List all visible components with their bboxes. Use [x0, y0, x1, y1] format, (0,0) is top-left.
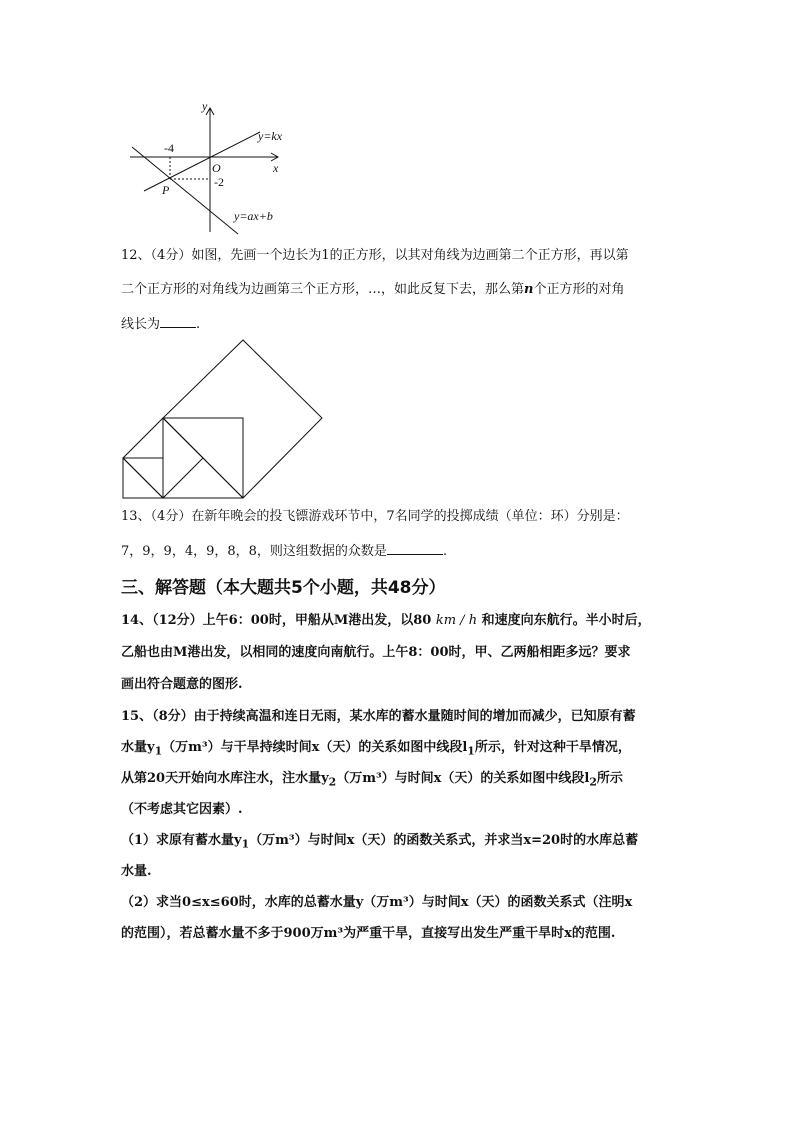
q15-part2-line-1: （2）求当0≤x≤60时，水库的总蓄水量y（万m³）与时间x（天）的函数关系式（注明x: [121, 895, 633, 910]
coordinate-figure: [120, 100, 300, 240]
q15-line-4: （不考虑其它因素）.: [121, 802, 243, 817]
section-heading: 三、解答题（本大题共5个小题，共48分）: [121, 578, 446, 598]
answer-blank: [160, 313, 196, 328]
x-axis-label: x: [273, 161, 279, 175]
answer-blank: [387, 540, 443, 555]
q13-line-2: 7，9，9，4，9，8，8，则这组数据的众数是 .: [121, 540, 681, 561]
line-kx-label: y=kx: [258, 129, 283, 143]
q14-line-3: 画出符合题意的图形.: [121, 677, 243, 692]
line-axb-label: y=ax+b: [234, 209, 273, 223]
q12-line-1: 12、（4分）如图，先画一个边长为1的正方形，以其对角线为边画第二个正方形，再以第: [121, 248, 629, 263]
q15-part1-line-2: 水量.: [121, 864, 152, 879]
q12-line-3: 线长为 .: [121, 313, 681, 334]
q15-part1-line-1: （1）求原有蓄水量$y_1$（万m³）与时间x（天）的函数关系式，并求当x=20时的水库总蓄: [121, 833, 639, 851]
y-axis-label: y: [202, 99, 208, 113]
squares-figure: [120, 338, 325, 503]
q15-line-2: 水量$y_1$（万m³）与干旱持续时间x（天）的关系如图中线段$l_1$所示，针对这种干旱情况，: [121, 740, 631, 758]
x-value-label: -4: [164, 141, 174, 155]
q15-part2-line-2: 的范围），若总蓄水量不多于900万m³为严重干旱，直接写出发生严重干旱时x的范围.: [121, 926, 616, 941]
q15-line-1: 15、（8分）由于持续高温和连日无雨，某水库的蓄水量随时间的增加而减少，已知原有蓄: [121, 709, 636, 724]
point-p-label: P: [162, 183, 170, 197]
q12-line-2: 二个正方形的对角线为边画第三个正方形，…，如此反复下去，那么第n个正方形的对角: [121, 282, 625, 297]
origin-label: O: [212, 161, 221, 175]
q14-line-1: 14、（12分）上午6：00时，甲船从M港出发，以80 km / h 和速度向东航行。半小时后，: [121, 613, 651, 628]
y-value-label: -2: [214, 175, 224, 189]
q14-line-2: 乙船也由M港出发，以相同的速度向南航行。上午8：00时，甲、乙两船相距多远？要求: [121, 645, 631, 660]
q15-line-3: 从第20天开始向水库注水，注水量$y_2$（万m³）与时间x（天）的关系如图中线段$l_2$所示: [121, 771, 623, 789]
q13-line-1: 13、（4分）在新年晚会的投飞镖游戏环节中，7名同学的投掷成绩（单位：环）分别是：: [121, 509, 629, 524]
